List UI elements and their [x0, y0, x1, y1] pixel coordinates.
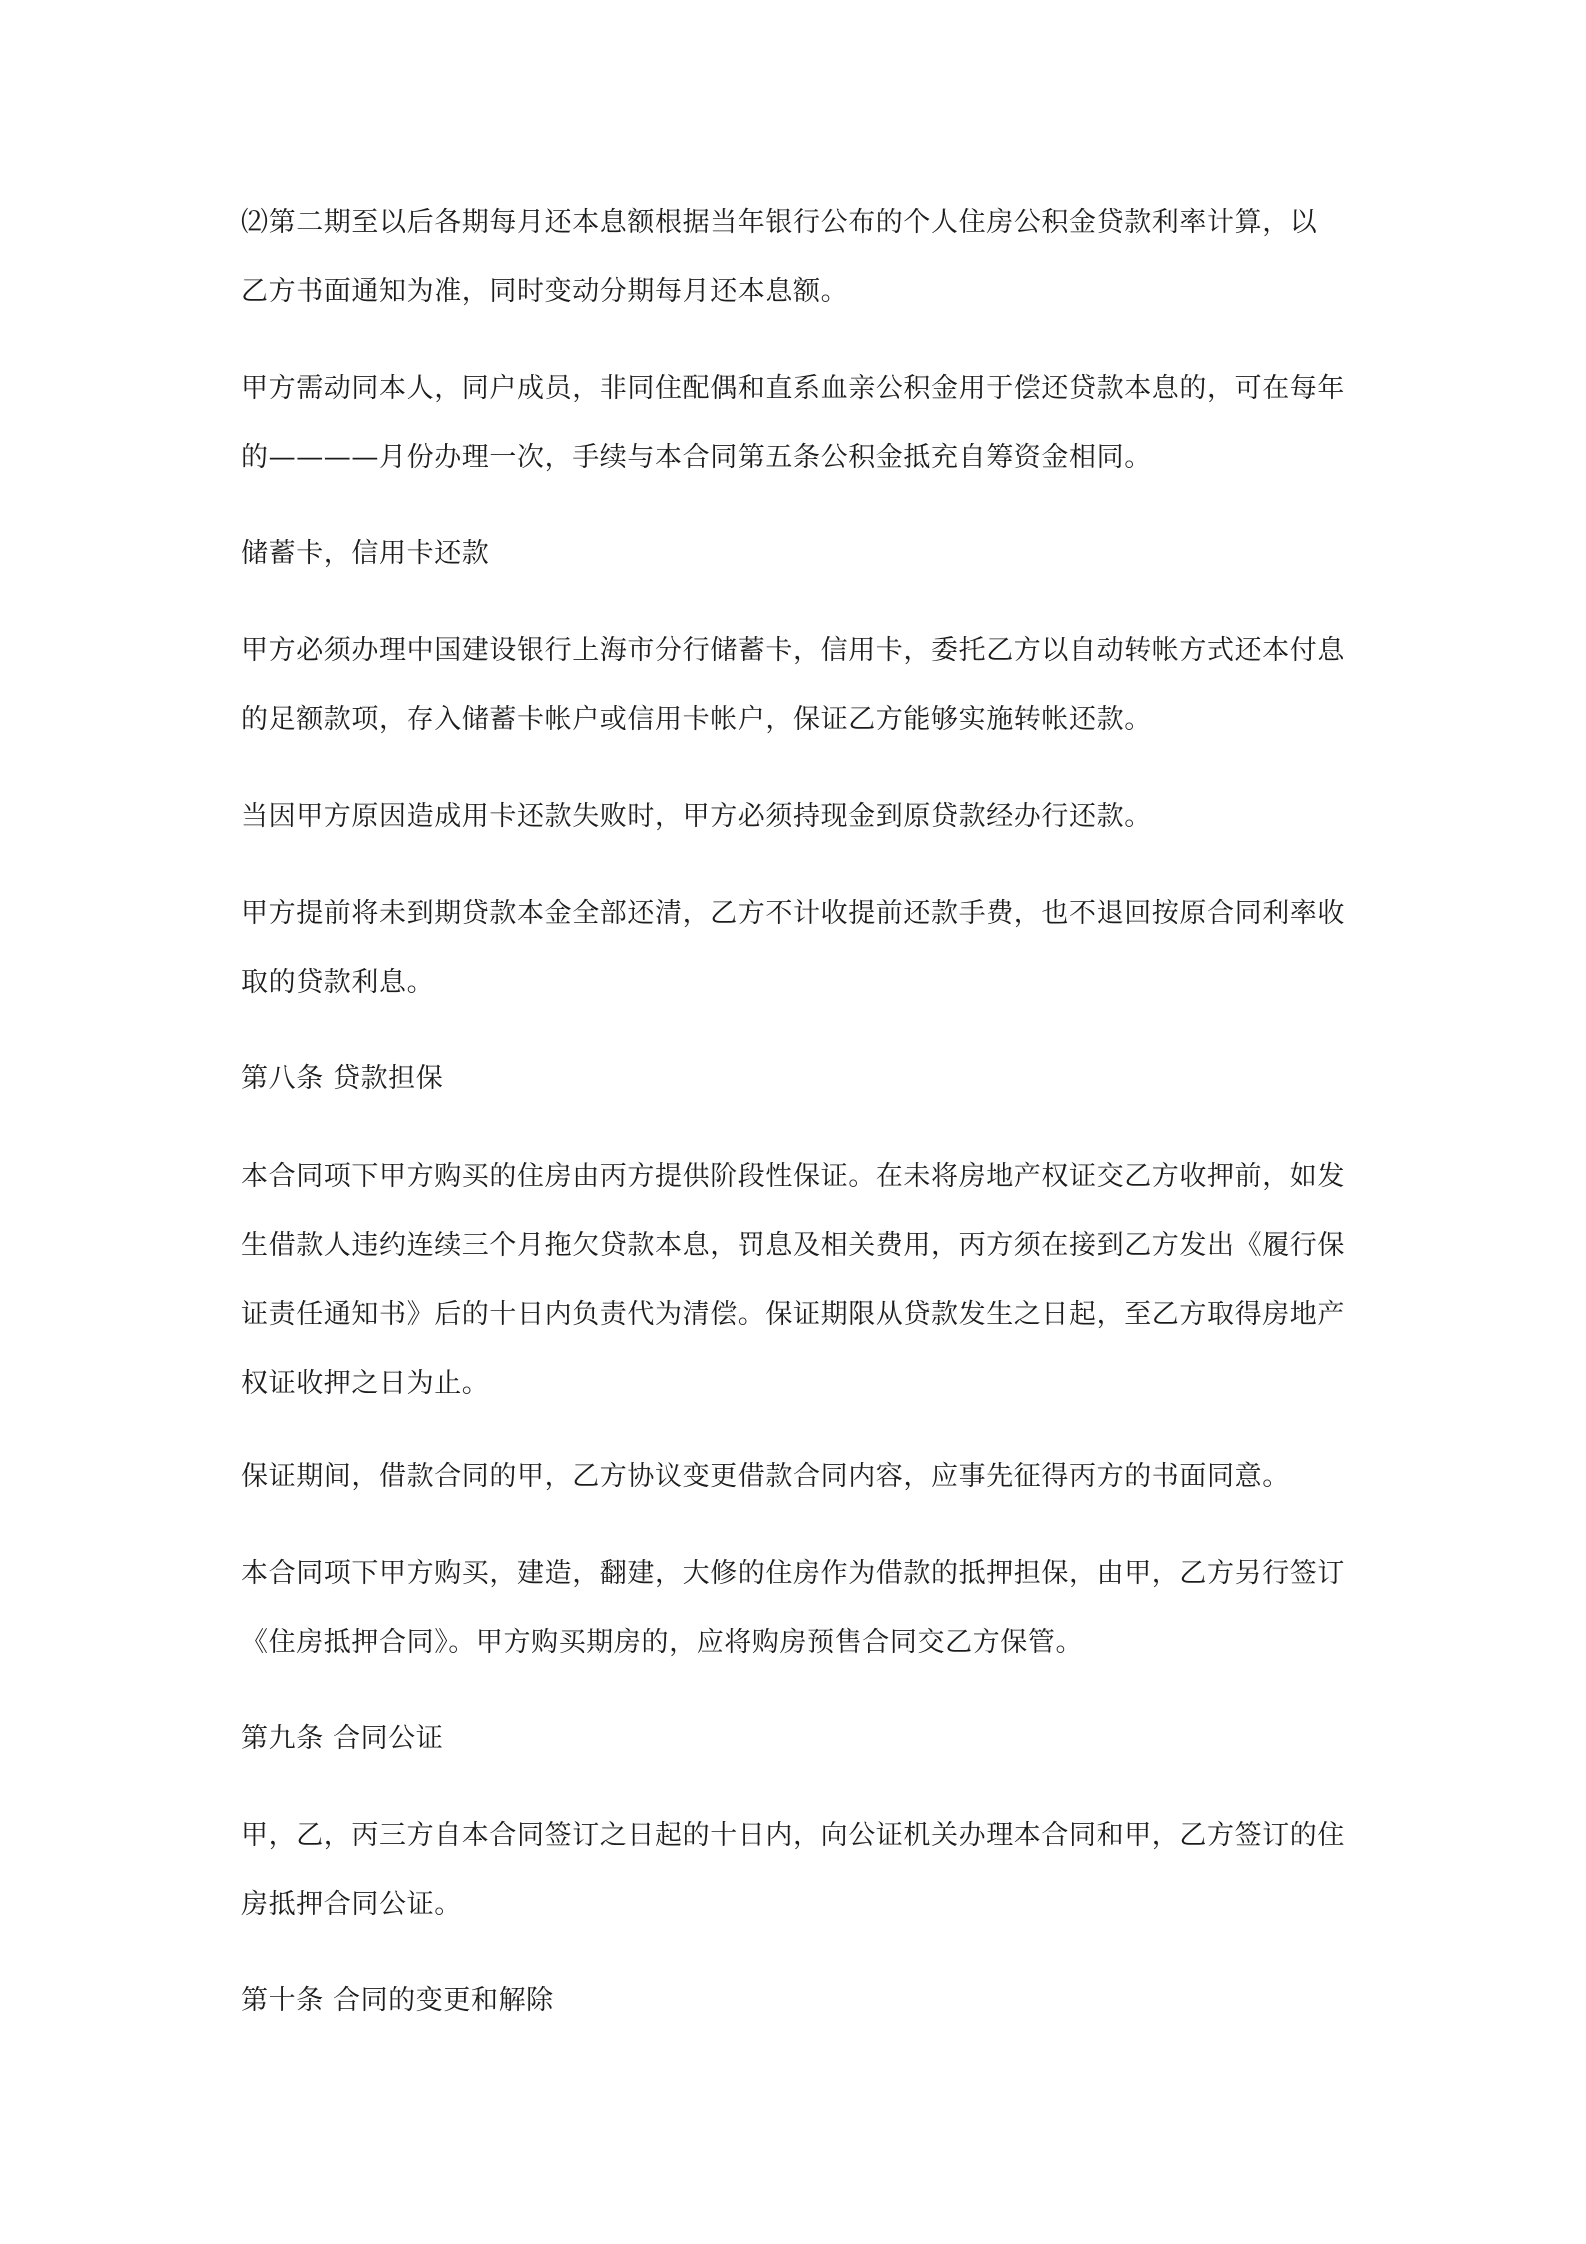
text-line: 保证期间，借款合同的甲，乙方协议变更借款合同内容，应事先征得丙方的书面同意。 [241, 1461, 1290, 1492]
paragraph-mortgage-guarantee [241, 1539, 1371, 1677]
paragraph-card-requirement [241, 616, 1371, 754]
text-line: 本合同项下甲方购买，建造，翻建，大修的住房作为借款的抵押担保，由甲，乙方另行签订 [241, 1558, 1345, 1589]
text-line: 第八条 贷款担保 [241, 1063, 444, 1094]
text-line: 乙方书面通知为准，同时变动分期每月还本息额。 [241, 276, 849, 307]
text-line: 取的贷款利息。 [241, 967, 435, 998]
paragraph-repayment-period-two [241, 188, 1371, 326]
text-line: 第十条 合同的变更和解除 [241, 1985, 554, 2016]
paragraph-guarantee [241, 1142, 1371, 1418]
text-line: 储蓄卡，信用卡还款 [241, 538, 490, 569]
text-line: 当因甲方原因造成用卡还款失败时，甲方必须持现金到原贷款经办行还款。 [241, 801, 1152, 832]
text-line: 甲方需动同本人，同户成员，非同住配偶和直系血亲公积金用于偿还贷款本息的，可在每年 [241, 373, 1345, 404]
paragraph-guarantee-period [241, 1442, 1371, 1511]
text-line: 甲方必须办理中国建设银行上海市分行储蓄卡，信用卡，委托乙方以自动转帐方式还本付息 [241, 635, 1345, 666]
text-line: 本合同项下甲方购买的住房由丙方提供阶段性保证。在未将房地产权证交乙方收押前，如发 [241, 1161, 1345, 1192]
text-line: 甲，乙，丙三方自本合同签订之日起的十日内，向公证机关办理本合同和甲，乙方签订的住 [241, 1820, 1345, 1851]
text-line: 的足额款项，存入储蓄卡帐户或信用卡帐户，保证乙方能够实施转帐还款。 [241, 704, 1152, 735]
paragraph-provident-fund-repayment [241, 354, 1371, 492]
paragraph-notarization [241, 1801, 1371, 1939]
text-line: 权证收押之日为止。 [241, 1368, 490, 1399]
paragraph-card-failure [241, 782, 1371, 851]
paragraph-early-repayment [241, 879, 1371, 1017]
article-heading-9 [241, 1704, 1371, 1773]
text-line: 的————月份办理一次，手续与本合同第五条公积金抵充自筹资金相同。 [241, 442, 1152, 473]
text-line: 生借款人违约连续三个月拖欠贷款本息，罚息及相关费用，丙方须在接到乙方发出《履行保 [241, 1230, 1345, 1261]
text-line: ⑵第二期至以后各期每月还本息额根据当年银行公布的个人住房公积金贷款利率计算，以 [241, 207, 1318, 238]
text-line: 甲方提前将未到期贷款本金全部还清，乙方不计收提前还款手费，也不退回按原合同利率收 [241, 898, 1345, 929]
text-line: 《住房抵押合同》。甲方购买期房的，应将购房预售合同交乙方保管。 [241, 1627, 1084, 1658]
article-heading-10 [241, 1966, 1371, 2035]
article-heading-8 [241, 1044, 1371, 1113]
text-line: 房抵押合同公证。 [241, 1889, 462, 1920]
text-line: 第九条 合同公证 [241, 1723, 444, 1754]
text-line: 证责任通知书》后的十日内负责代为清偿。保证期限从贷款发生之日起，至乙方取得房地产 [241, 1299, 1345, 1330]
section-heading-card-repayment [241, 519, 1371, 588]
